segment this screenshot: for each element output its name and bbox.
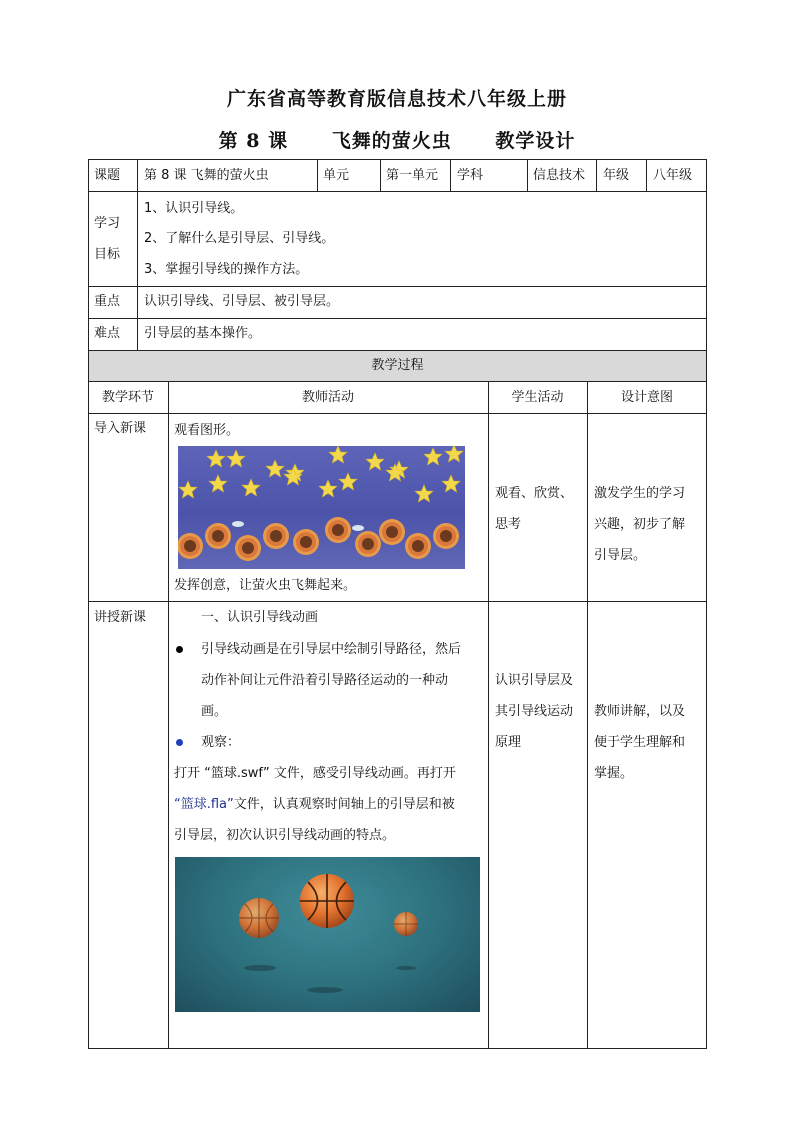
stage2-intent-line: 便于学生理解和 bbox=[594, 735, 686, 750]
difficult-points-text: 引导层的基本操作。 bbox=[144, 326, 262, 341]
grade-label: 年级 bbox=[603, 168, 630, 183]
goals-label-line1: 学习 bbox=[94, 216, 121, 231]
goal-item: 3、掌握引导线的操作方法。 bbox=[144, 262, 309, 277]
bullet-dot bbox=[176, 646, 183, 653]
stage-name-intro: 导入新课 bbox=[94, 421, 147, 436]
column-header-student: 学生活动 bbox=[511, 390, 564, 405]
stage2-bullet1-line: 画。 bbox=[201, 704, 228, 719]
goals-label-line2: 目标 bbox=[94, 247, 121, 262]
unit-label: 单元 bbox=[323, 168, 350, 183]
stage1-teacher-outro: 发挥创意，让萤火虫飞舞起来。 bbox=[174, 578, 357, 593]
lesson-number: 第 8 课 bbox=[218, 130, 289, 152]
stage2-student-line: 原理 bbox=[495, 735, 522, 750]
key-points-text: 认识引导线、引导层、被引导层。 bbox=[144, 294, 340, 309]
stage2-student-line: 其引导线运动 bbox=[495, 704, 574, 719]
lesson-design: 教学设计 bbox=[495, 130, 576, 152]
stage1-teacher-intro: 观看图形。 bbox=[174, 423, 240, 438]
topic-label: 课题 bbox=[94, 168, 121, 183]
difficult-points-label: 难点 bbox=[94, 326, 121, 341]
topic-value: 第 8 课 飞舞的萤火虫 bbox=[144, 168, 269, 183]
column-header-teacher: 教师活动 bbox=[301, 390, 354, 405]
bullet-dot-blue bbox=[176, 739, 183, 746]
stage2-student-line: 认识引导层及 bbox=[495, 673, 574, 688]
grade-value: 八年级 bbox=[653, 168, 693, 183]
stage2-line-a: 打开 “篮球.swf” 文件，感受引导线动画。再打开 bbox=[174, 766, 456, 781]
stage1-intent-line: 引导层。 bbox=[594, 548, 647, 563]
stars-sunflowers-image bbox=[178, 446, 465, 569]
stage1-student-line: 思考 bbox=[495, 517, 522, 532]
subject-label: 学科 bbox=[457, 168, 484, 183]
stage2-heading: 一、认识引导线动画 bbox=[201, 610, 319, 625]
column-header-intent: 设计意图 bbox=[620, 390, 673, 405]
stage1-intent-line: 兴趣，初步了解 bbox=[594, 517, 686, 532]
stage1-student-line: 观看、欣赏、 bbox=[495, 486, 574, 501]
goal-item: 2、了解什么是引导层、引导线。 bbox=[144, 231, 335, 246]
lesson-topic: 飞舞的萤火虫 bbox=[331, 130, 452, 152]
stage2-bullet2: 观察： bbox=[201, 735, 241, 750]
lesson-title bbox=[0, 126, 794, 153]
document-title: 广东省高等教育版信息技术八年级上册 bbox=[226, 88, 567, 110]
stage2-line-c: 引导层，初次认识引导线动画的特点。 bbox=[174, 828, 396, 843]
goal-item: 1、认识引导线。 bbox=[144, 201, 244, 216]
process-title: 教学过程 bbox=[371, 358, 424, 373]
stage2-bullet1-line: 动作补间让元件沿着引导路径运动的一种动 bbox=[201, 673, 449, 688]
stage2-bullet1-line: 引导线动画是在引导层中绘制引导路径，然后 bbox=[201, 642, 462, 657]
fla-file-name: “篮球.fla” bbox=[174, 797, 234, 812]
column-header-stage: 教学环节 bbox=[101, 390, 154, 405]
unit-value: 第一单元 bbox=[386, 168, 439, 183]
stage-name-teaching: 讲授新课 bbox=[94, 610, 147, 625]
stage2-line-b-rest: 文件，认真观察时间轴上的引导层和被 bbox=[233, 797, 455, 812]
key-points-label: 重点 bbox=[94, 294, 121, 309]
stage1-intent-line: 激发学生的学习 bbox=[594, 486, 686, 501]
stage2-line-b bbox=[174, 797, 455, 813]
subject-value: 信息技术 bbox=[533, 168, 586, 183]
stage2-intent-line: 教师讲解，以及 bbox=[594, 704, 686, 719]
stage2-intent-line: 掌握。 bbox=[594, 766, 634, 781]
basketball-animation-image bbox=[175, 857, 480, 1012]
